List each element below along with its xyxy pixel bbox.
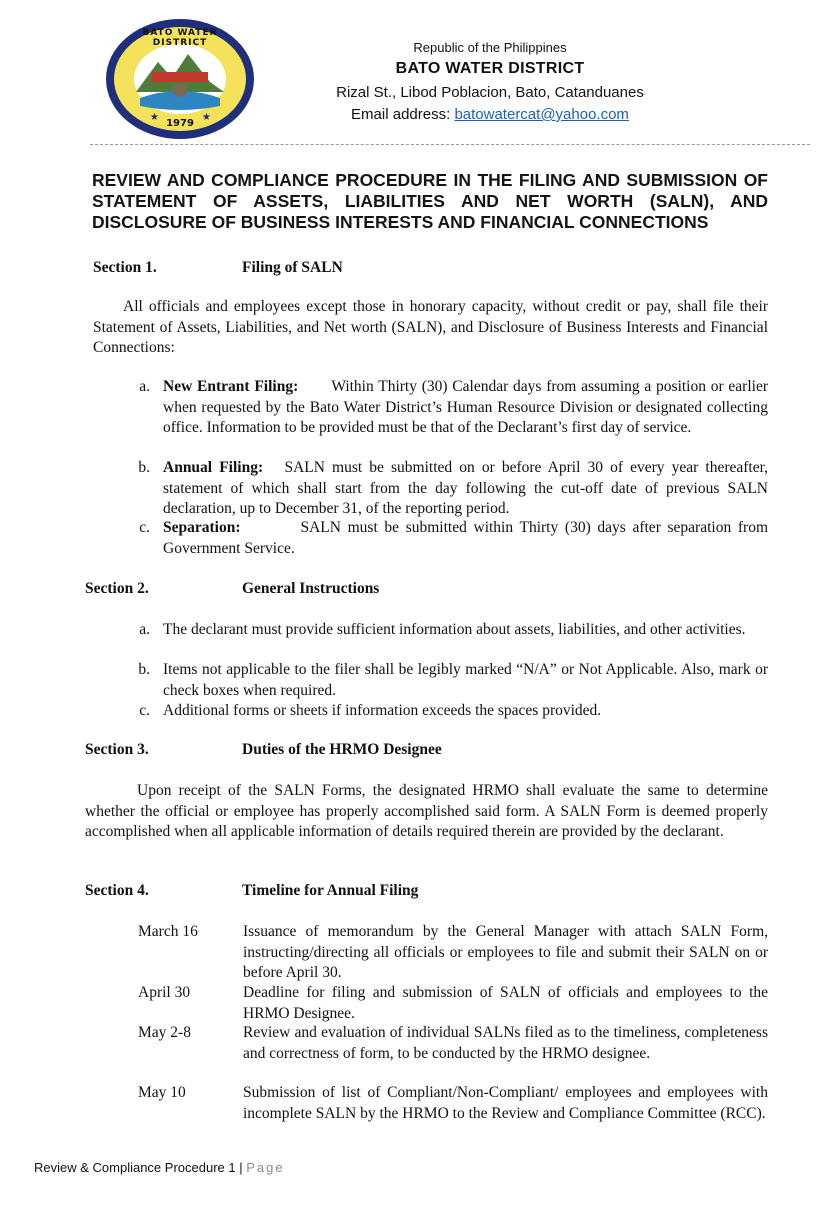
section-4-title: Timeline for Annual Filing: [242, 882, 419, 899]
section-2-label: Section 2.: [85, 580, 149, 597]
section-3-title: Duties of the HRMO Designee: [242, 741, 442, 758]
section-2-item-a: The declarant must provide sufficient information about assets, liabilities, and other activities.: [163, 621, 746, 638]
header-address: Rizal St., Libod Poblacion, Bato, Catanduanes: [336, 84, 644, 101]
section-3-body: Upon receipt of the SALN Forms, the designated HRMO shall evaluate the same to determine whether the official or employee has properly accomplished said form. A SALN Form is deemed properly accomplished when all applicable information of details required therein are provided by the declarant.: [85, 782, 768, 840]
email-label: Email address:: [351, 106, 451, 123]
section-2-item-b-letter: b.: [138, 661, 150, 678]
district-seal-logo: [100, 14, 260, 144]
section-2-item-c: Additional forms or sheets if information exceeds the spaces provided.: [163, 702, 602, 719]
footer-page-word: Page: [246, 1160, 285, 1175]
section-1-item-b-letter: b.: [138, 459, 150, 476]
section-1-intro: All officials and employees except those in honorary capacity, without credit or pay, shall file their Statement of Assets, Liabilities, and Net worth (SALN), and Disclosure of Business Interests and Financial Connections:: [93, 298, 768, 356]
section-2-item-b: Items not applicable to the filer shall be legibly marked “N/A” or Not Applicable. Also, mark or check boxes when required.: [163, 661, 768, 699]
seal-year-text: 1979: [166, 118, 194, 129]
item-term: Annual Filing:: [163, 459, 264, 476]
timeline-text: Review and evaluation of individual SALNs filed as to the timeliness, completeness and correctness of form, to be conducted by the HRMO designee.: [243, 1024, 768, 1062]
section-1-item-a-letter: a.: [139, 378, 150, 395]
timeline-text: Submission of list of Compliant/Non-Compliant/ employees and employees with incomplete SALN by the HRMO to the Review and Compliance Committee (RCC).: [243, 1084, 768, 1122]
header-republic: Republic of the Philippines: [413, 40, 567, 55]
header-divider: [90, 144, 810, 145]
timeline-date: May 10: [138, 1084, 186, 1101]
item-text: SALN must be submitted on or before April 30 of every year thereafter, statement of which shall start from the day following the cut-off date of previous SALN declaration, up to December 31, of the reporting period.: [163, 459, 769, 517]
section-2-title: General Instructions: [242, 580, 380, 597]
timeline-date: April 30: [138, 984, 191, 1001]
svg-text:★: ★: [202, 112, 211, 123]
item-term: Separation:: [163, 519, 241, 536]
footer-separator: |: [239, 1160, 243, 1175]
item-term: New Entrant Filing:: [163, 378, 299, 395]
section-1-title: Filing of SALN: [242, 259, 343, 276]
email-link[interactable]: batowatercat@yahoo.com: [454, 106, 629, 123]
item-text: Within Thirty (30) Calendar days from assuming a position or earlier when requested by the Bato Water District’s Human Resource Division or designated collecting office. Information to be provided must be that of the Declarant’s first day of service.: [163, 378, 769, 436]
section-1-item-c: [163, 518, 768, 559]
section-2-item-c-letter: c.: [139, 702, 150, 719]
document-title: REVIEW AND COMPLIANCE PROCEDURE IN THE FILING AND SUBMISSION OF STATEMENT OF ASSETS, LIABILITIES AND NET WORTH (SALN), AND DISCLOSURE OF BUSINESS INTERESTS AND FINANCIAL CONNECTIONS: [92, 170, 768, 232]
section-1-item-c-letter: c.: [139, 519, 150, 536]
header-organization: BATO WATER DISTRICT: [395, 60, 585, 77]
footer-label: Review & Compliance Procedure 1: [34, 1160, 236, 1175]
section-4-label: Section 4.: [85, 882, 149, 899]
page-footer: [34, 1160, 285, 1175]
item-text: SALN must be submitted within Thirty (30) days after separation from Government Service.: [163, 519, 768, 557]
section-1-item-b: [163, 458, 768, 520]
timeline-text: Issuance of memorandum by the General Manager with attach SALN Form, instructing/directing all officials or employees to file and submit their SALN on or before April 30.: [243, 923, 768, 981]
section-2-item-a-letter: a.: [139, 621, 150, 638]
timeline-date: May 2-8: [138, 1024, 191, 1041]
section-3-label: Section 3.: [85, 741, 149, 758]
section-1-item-a: [163, 377, 768, 439]
timeline-date: March 16: [138, 923, 198, 940]
header-email-line: [300, 106, 680, 123]
svg-text:★: ★: [150, 112, 159, 123]
timeline-text: Deadline for filing and submission of SALN of officials and employees to the HRMO Designee.: [243, 984, 768, 1022]
seal-name-text: BATO WATER DISTRICT: [142, 28, 218, 48]
section-1-label: Section 1.: [93, 259, 157, 276]
